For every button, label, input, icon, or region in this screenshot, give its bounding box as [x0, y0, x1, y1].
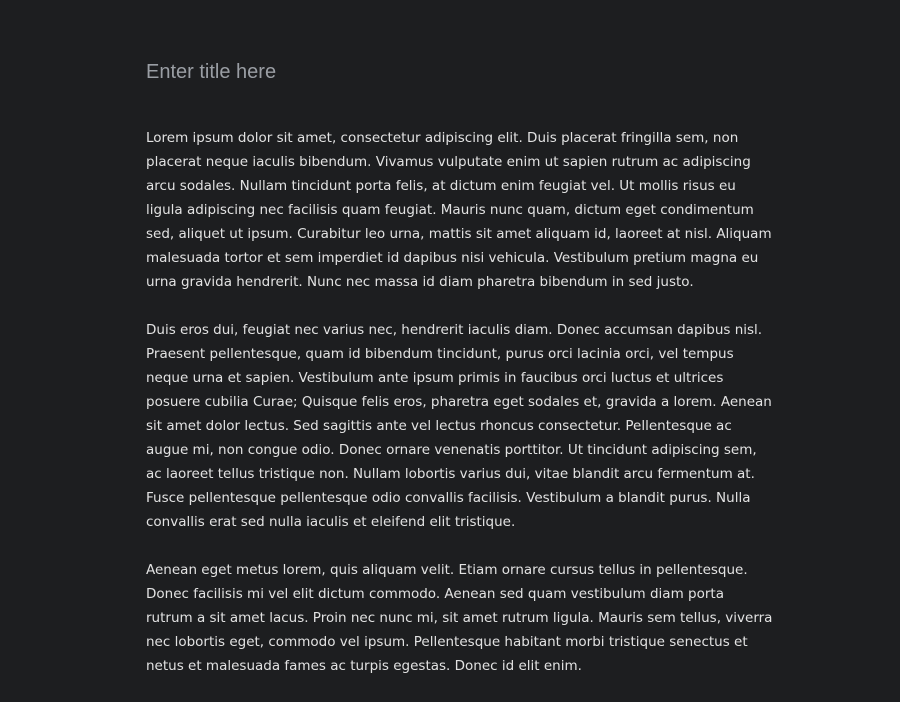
title-input[interactable]: [146, 56, 786, 88]
content-editor[interactable]: [146, 126, 774, 702]
content-paragraph-1[interactable]: Lorem ipsum dolor sit amet, consectetur adipiscing elit. Duis placerat fringilla sem, non placerat neque iaculis bibendum. Vivamus vulputate enim ut sapien rutrum ac adipiscing arcu sodales. Nullam tincidunt porta felis, at dictum enim feugiat vel. Ut mollis risus eu ligula adipiscing nec facilisis quam feugiat. Mauris nunc quam, dictum eget condimentum sed, aliquet ut ipsum. Curabitur leo urna, mattis sit amet aliquam id, laoreet at nisl. Aliquam malesuada tortor et sem imperdiet id dapibus nisi vehicula. Vestibulum pretium magna eu urna gravida hendrerit. Nunc nec massa id diam pharetra bibendum in sed justo.: [146, 130, 772, 290]
content-paragraph-2[interactable]: Duis eros dui, feugiat nec varius nec, hendrerit iaculis diam. Donec accumsan dapibus nisl. Praesent pellentesque, quam id bibendum tincidunt, purus orci lacinia orci, vel tempus neque urna et sapien. Vestibulum ante ipsum primis in faucibus orci luctus et ultrices posuere cubilia Curae; Quisque felis eros, pharetra eget sodales et, gravida a lorem. Aenean sit amet dolor lectus. Sed sagittis ante vel lectus rhoncus consectetur. Pellentesque ac augue mi, non congue odio. Donec ornare venenatis porttitor. Ut tincidunt adipiscing sem, ac laoreet tellus tristique non. Nullam lobortis varius dui, vitae blandit arcu fermentum at. Fusce pellentesque pellentesque odio convallis facilisis. Vestibulum a blandit purus. Nulla convallis erat sed nulla iaculis et eleifend elit tristique.: [146, 322, 772, 530]
content-paragraph-3[interactable]: Aenean eget metus lorem, quis aliquam velit. Etiam ornare cursus tellus in pellentesque. Donec facilisis mi vel elit dictum commodo. Aenean sed quam vestibulum diam porta rutrum a sit amet lacus. Proin nec nunc mi, sit amet rutrum ligula. Mauris sem tellus, viverra nec lobortis eget, commodo vel ipsum. Pellentesque habitant morbi tristique senectus et netus et malesuada fames ac turpis egestas. Donec id elit enim.: [146, 562, 773, 674]
